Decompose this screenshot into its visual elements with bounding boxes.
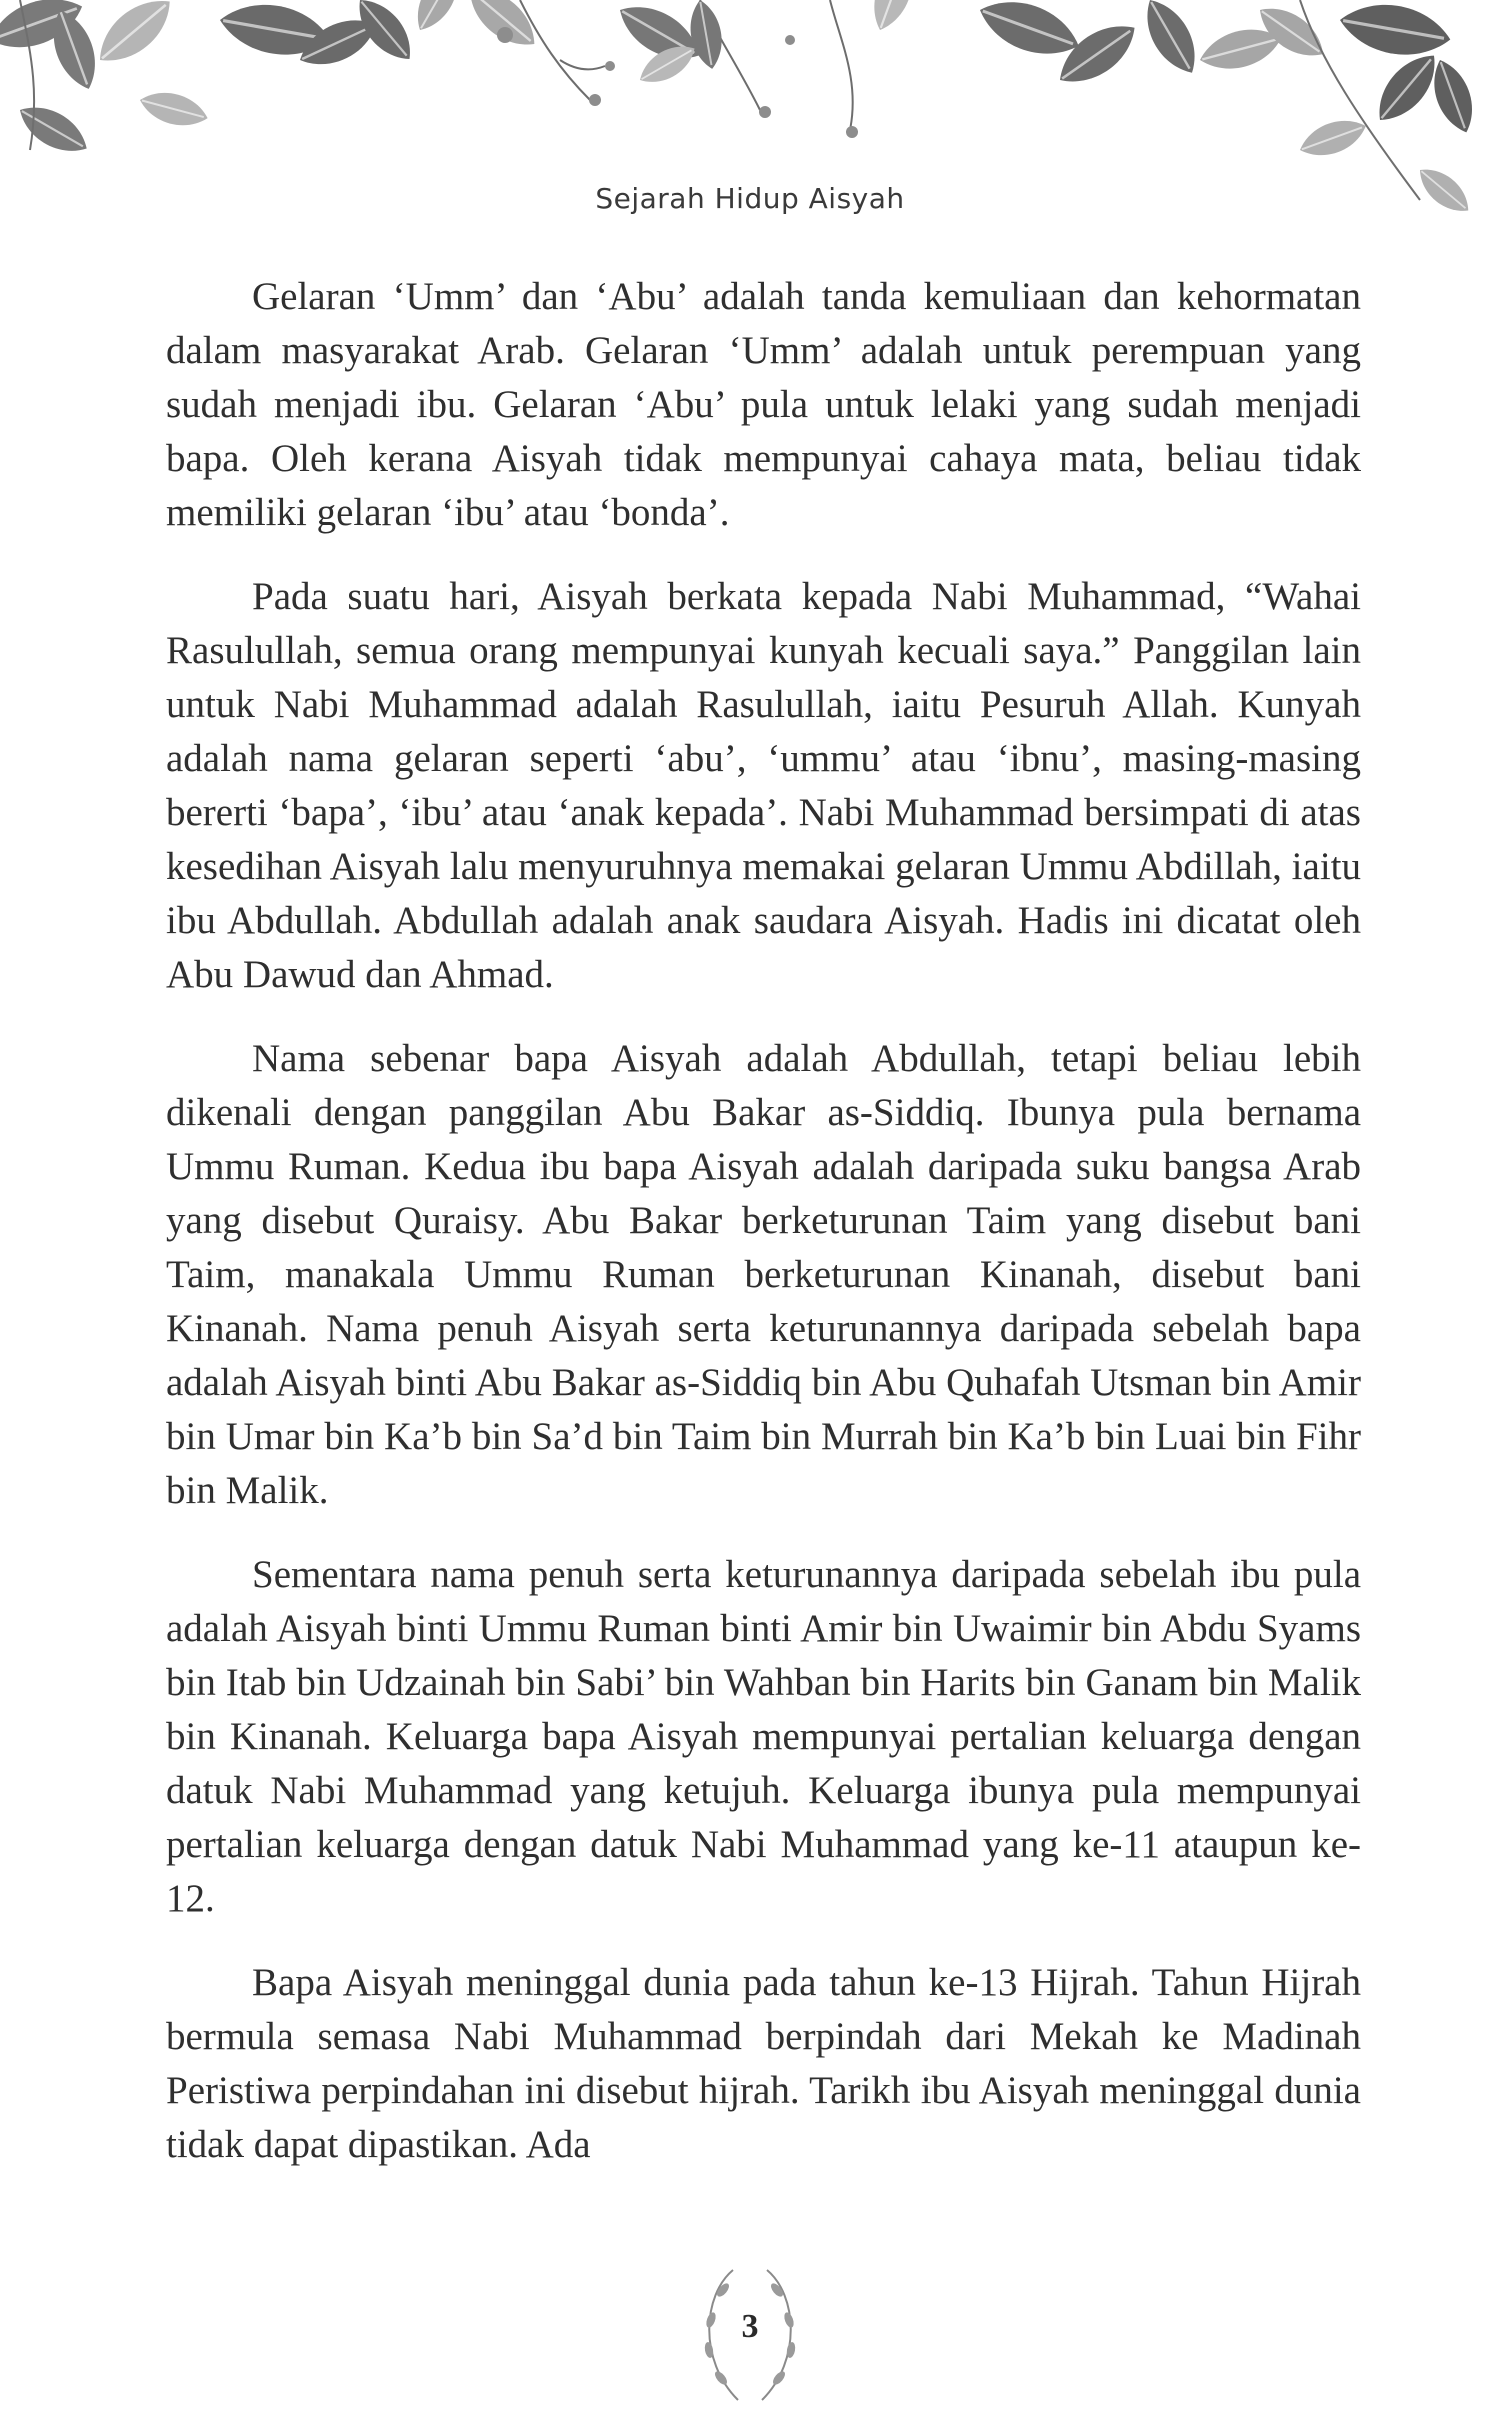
body-text	[166, 270, 1361, 2202]
page-number-frame	[693, 2250, 807, 2420]
page-number: 3	[741, 2308, 759, 2345]
paragraph: Bapa Aisyah meninggal dunia pada tahun ke-13 Hijrah. Tahun Hijrah bermula semasa Nabi Muhammad berpindah dari Mekah ke Madinah Peristiwa perpindahan ini disebut hijrah. Tarikh ibu Aisyah meninggal dunia tidak dapat dipastikan. Ada	[166, 1961, 1361, 2166]
paragraph: Nama sebenar bapa Aisyah adalah Abdullah, tetapi beliau lebih dikenali dengan panggilan Abu Bakar as-Siddiq. Ibunya pula bernama Ummu Ruman. Kedua ibu bapa Aisyah adalah daripada suku bangsa Arab yang disebut Quraisy. Abu Bakar berketurunan Taim yang disebut bani Taim, manakala Ummu Ruman berketurunan Kinanah, disebut bani Kinanah. Nama penuh Aisyah serta keturunannya daripada sebelah bapa adalah Aisyah binti Abu Bakar as-Siddiq bin Abu Quhafah Utsman bin Amir bin Umar bin Ka’b bin Sa’d bin Taim bin Murrah bin Ka’b bin Luai bin Fihr bin Malik.	[166, 1037, 1361, 1512]
running-header: Sejarah Hidup Aisyah	[595, 182, 905, 215]
paragraph: Gelaran ‘Umm’ dan ‘Abu’ adalah tanda kemuliaan dan kehormatan dalam masyarakat Arab. Gelaran ‘Umm’ adalah untuk perempuan yang sudah menjadi ibu. Gelaran ‘Abu’ pula untuk lelaki yang sudah menjadi bapa. Oleh kerana Aisyah tidak mempunyai cahaya mata, beliau tidak memiliki gelaran ‘ibu’ atau ‘bonda’.	[166, 275, 1361, 534]
paragraph: Pada suatu hari, Aisyah berkata kepada Nabi Muhammad, “Wahai Rasulullah, semua orang mempunyai kunyah kecuali saya.” Panggilan lain untuk Nabi Muhammad adalah Rasulullah, iaitu Pesuruh Allah. Kunyah adalah nama gelaran seperti ‘abu’, ‘ummu’ atau ‘ibnu’, masing-masing bererti ‘bapa’, ‘ibu’ atau ‘anak kepada’. Nabi Muhammad bersimpati di atas kesedihan Aisyah lalu menyuruhnya memakai gelaran Ummu Abdillah, iaitu ibu Abdullah. Abdullah adalah anak saudara Aisyah. Hadis ini dicatat oleh Abu Dawud dan Ahmad.	[166, 575, 1361, 996]
paragraph: Sementara nama penuh serta keturunannya daripada sebelah ibu pula adalah Aisyah binti Ummu Ruman binti Amir bin Uwaimir bin Abdu Syams bin Itab bin Udzainah bin Sabi’ bin Wahban bin Harits bin Ganam bin Malik bin Kinanah. Keluarga bapa Aisyah mempunyai pertalian keluarga dengan datuk Nabi Muhammad yang ketujuh. Keluarga ibunya pula mempunyai pertalian keluarga dengan datuk Nabi Muhammad yang ke-11 ataupun ke-12.	[166, 1553, 1361, 1920]
